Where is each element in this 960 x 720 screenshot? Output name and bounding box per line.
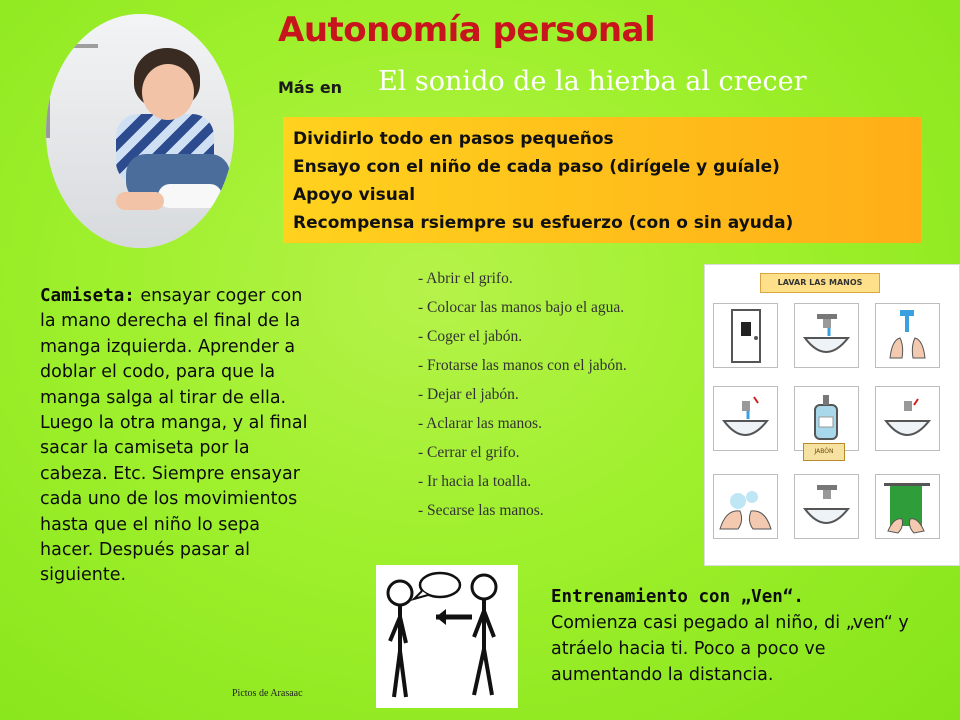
more-in-label: Más en	[278, 78, 343, 97]
tip-item: Apoyo visual	[293, 185, 416, 205]
tap-open-pictogram	[794, 303, 859, 368]
blog-link[interactable]: El sonido de la hierba al crecer	[378, 66, 807, 97]
step-item: - Abrir el grifo.	[418, 270, 513, 287]
ven-label: Entrenamiento con „Ven“.	[551, 587, 804, 607]
step-item: - Frotarse las manos con el jabón.	[418, 357, 627, 374]
pictos-credit: Pictos de Arasaac	[232, 688, 303, 699]
hands-under-water-pictogram	[875, 303, 940, 368]
tip-item: Ensayo con el niño de cada paso (dirígele y guíale)	[293, 157, 780, 177]
towel-pictogram	[875, 474, 940, 539]
tip-item: Dividirlo todo en pasos pequeños	[293, 129, 614, 149]
tap-running-pictogram	[713, 386, 778, 451]
step-item: - Aclarar las manos.	[418, 415, 542, 432]
step-item: - Secarse las manos.	[418, 502, 544, 519]
camiseta-paragraph	[40, 284, 312, 589]
step-item: - Cerrar el grifo.	[418, 444, 520, 461]
step-item: - Ir hacia la toalla.	[418, 473, 532, 490]
camiseta-label: Camiseta:	[40, 286, 135, 306]
ven-text: Comienza casi pegado al niño, di „ven“ y atráelo hacia ti. Poco a poco ve aumentando la distancia.	[551, 613, 909, 685]
rubbing-hands-pictogram	[713, 474, 778, 539]
come-here-pictogram	[376, 565, 518, 708]
tap-closed-pictogram	[794, 474, 859, 539]
wash-hands-pictogram	[704, 264, 960, 566]
pictogram-heading: LAVAR LAS MANOS	[760, 273, 880, 293]
step-item: - Colocar las manos bajo el agua.	[418, 299, 625, 316]
tip-item: Recompensa rsiempre su esfuerzo (con o sin ayuda)	[293, 213, 794, 233]
slide-title: Autonomía personal	[278, 10, 656, 50]
child-photo	[46, 14, 234, 248]
hand-washing-steps	[418, 264, 627, 525]
camiseta-text: ensayar coger con la mano derecha el final de la manga izquierda. Aprender a doblar el codo, para que la manga salga al tirar de ella. Luego la otra manga, y al final sacar la camiseta por la cabeza. Etc. Siempre ensayar cada uno de los movimientos hasta que el niño lo sepa hacer. Después pasar al siguiente.	[40, 286, 308, 586]
soap-bar-label: JABÓN	[803, 443, 845, 461]
tap-closing-pictogram	[875, 386, 940, 451]
step-item: - Dejar el jabón.	[418, 386, 519, 403]
step-item: - Coger el jabón.	[418, 328, 523, 345]
door-pictogram	[713, 303, 778, 368]
soap-pictogram	[794, 386, 859, 451]
ven-paragraph	[551, 584, 921, 688]
tips-box	[283, 117, 921, 243]
